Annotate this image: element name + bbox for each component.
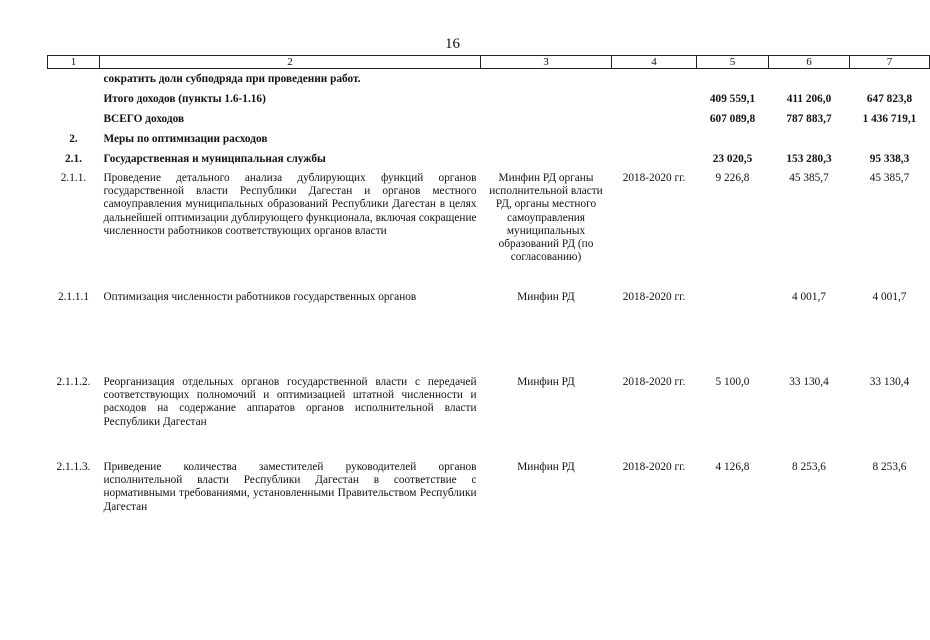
row-value-col6: 45 385,7 — [789, 172, 829, 184]
header-col-7: 7 — [850, 56, 930, 69]
row-value-col6: 33 130,4 — [789, 376, 829, 388]
row-value-col7 — [850, 129, 930, 149]
page-number: 16 — [445, 36, 460, 52]
row-value-col5: 409 559,1 — [709, 93, 756, 105]
row-number — [48, 69, 100, 90]
row-value-col6: 8 253,6 — [792, 461, 826, 473]
row-description: Итого доходов (пункты 1.6-1.16) — [103, 93, 266, 105]
header-col-4: 4 — [612, 56, 697, 69]
row-value-col5: 607 089,8 — [709, 113, 756, 125]
row-term: 2018-2020 гг. — [622, 291, 686, 303]
table-row — [48, 89, 930, 109]
row-value-col6 — [769, 129, 850, 149]
row-value-col5: 23 020,5 — [712, 153, 753, 165]
row-description: Проведение детального анализа дублирующих функций органов государственной власти Республики Дагестан и органов местного самоуправления муниципальных образований Республики Дагестан в целях дальнейшей оптимизации дублирующего функционала, включая сокращение численности работников соответствующих органов власти — [103, 172, 477, 237]
header-col-5: 5 — [697, 56, 769, 69]
row-number — [48, 89, 100, 109]
row-executor: Минфин РД — [517, 291, 575, 303]
row-executor: Минфин РД — [517, 376, 575, 388]
row-executor — [481, 69, 612, 90]
row-description: Реорганизация отдельных органов государственной власти с передачей соответствующих полномочий и оптимизацией штатной численности и расходов на содержание аппаратов органов исполнительной власти Республики Дагестан — [103, 376, 477, 428]
table-row — [48, 109, 930, 129]
row-executor — [481, 89, 612, 109]
header-col-1: 1 — [48, 56, 100, 69]
row-number: 2.1. — [65, 153, 82, 165]
row-executor: Минфин РД — [517, 461, 575, 473]
table-body — [48, 69, 930, 522]
row-value-col6: 4 001,7 — [792, 291, 826, 303]
row-value-col6: 153 280,3 — [786, 153, 832, 165]
row-executor: Минфин РД органы исполнительной власти РД, органы местного самоуправления муниципальных образований РД (по согласованию) — [489, 172, 603, 264]
row-description: Оптимизация численности работников государственных органов — [103, 291, 417, 303]
row-value-col5: 4 126,8 — [715, 461, 750, 473]
table-row — [48, 458, 930, 521]
row-term: 2018-2020 гг. — [622, 376, 686, 388]
row-description: Приведение количества заместителей руководителей органов исполнительной власти Республики Дагестан в соответствие с нормативными требованиями, установленными Правительством Республики Дагестан — [103, 461, 477, 513]
row-number: 2.1.1.2. — [56, 376, 91, 388]
row-description: ВСЕГО доходов — [103, 113, 185, 125]
table-header — [48, 56, 930, 69]
row-value-col6 — [769, 69, 850, 90]
row-value-col6: 787 883,7 — [786, 113, 832, 125]
table-row — [48, 373, 930, 458]
row-description: Меры по оптимизации расходов — [103, 133, 268, 145]
row-value-col6: 411 206,0 — [786, 93, 832, 105]
row-description: Государственная и муниципальная службы — [103, 153, 326, 165]
header-col-6: 6 — [769, 56, 850, 69]
row-term — [612, 129, 697, 149]
row-value-col5 — [697, 129, 769, 149]
budget-measures-table — [47, 55, 930, 521]
row-term — [612, 149, 697, 169]
row-value-col5 — [697, 69, 769, 90]
table-row — [48, 288, 930, 373]
table-row — [48, 149, 930, 169]
row-number: 2.1.1. — [60, 172, 87, 184]
row-value-col7: 33 130,4 — [869, 376, 910, 388]
row-value-col7: 4 001,7 — [872, 291, 907, 303]
header-col-3: 3 — [481, 56, 612, 69]
row-executor — [481, 149, 612, 169]
table-row — [48, 69, 930, 90]
row-term — [612, 109, 697, 129]
row-term: 2018-2020 гг. — [622, 461, 686, 473]
row-value-col7: 45 385,7 — [869, 172, 910, 184]
row-value-col5: 9 226,8 — [715, 172, 750, 184]
row-executor — [481, 109, 612, 129]
header-col-2: 2 — [100, 56, 481, 69]
row-value-col5: 5 100,0 — [715, 376, 750, 388]
row-number: 2.1.1.3. — [56, 461, 91, 473]
row-value-col7 — [850, 69, 930, 90]
row-number: 2.1.1.1 — [57, 291, 90, 303]
table-row — [48, 169, 930, 288]
row-description: сократить доли субподряда при проведении работ. — [103, 73, 361, 85]
row-value-col7: 647 823,8 — [866, 93, 913, 105]
row-value-col7: 1 436 719,1 — [862, 113, 917, 125]
row-value-col7: 8 253,6 — [872, 461, 907, 473]
row-number: 2. — [69, 133, 78, 145]
row-executor — [481, 129, 612, 149]
row-value-col5 — [697, 288, 769, 373]
table-row — [48, 129, 930, 149]
row-value-col7: 95 338,3 — [869, 153, 910, 165]
row-term — [612, 69, 697, 90]
row-term: 2018-2020 гг. — [622, 172, 686, 184]
row-number — [48, 109, 100, 129]
row-term — [612, 89, 697, 109]
